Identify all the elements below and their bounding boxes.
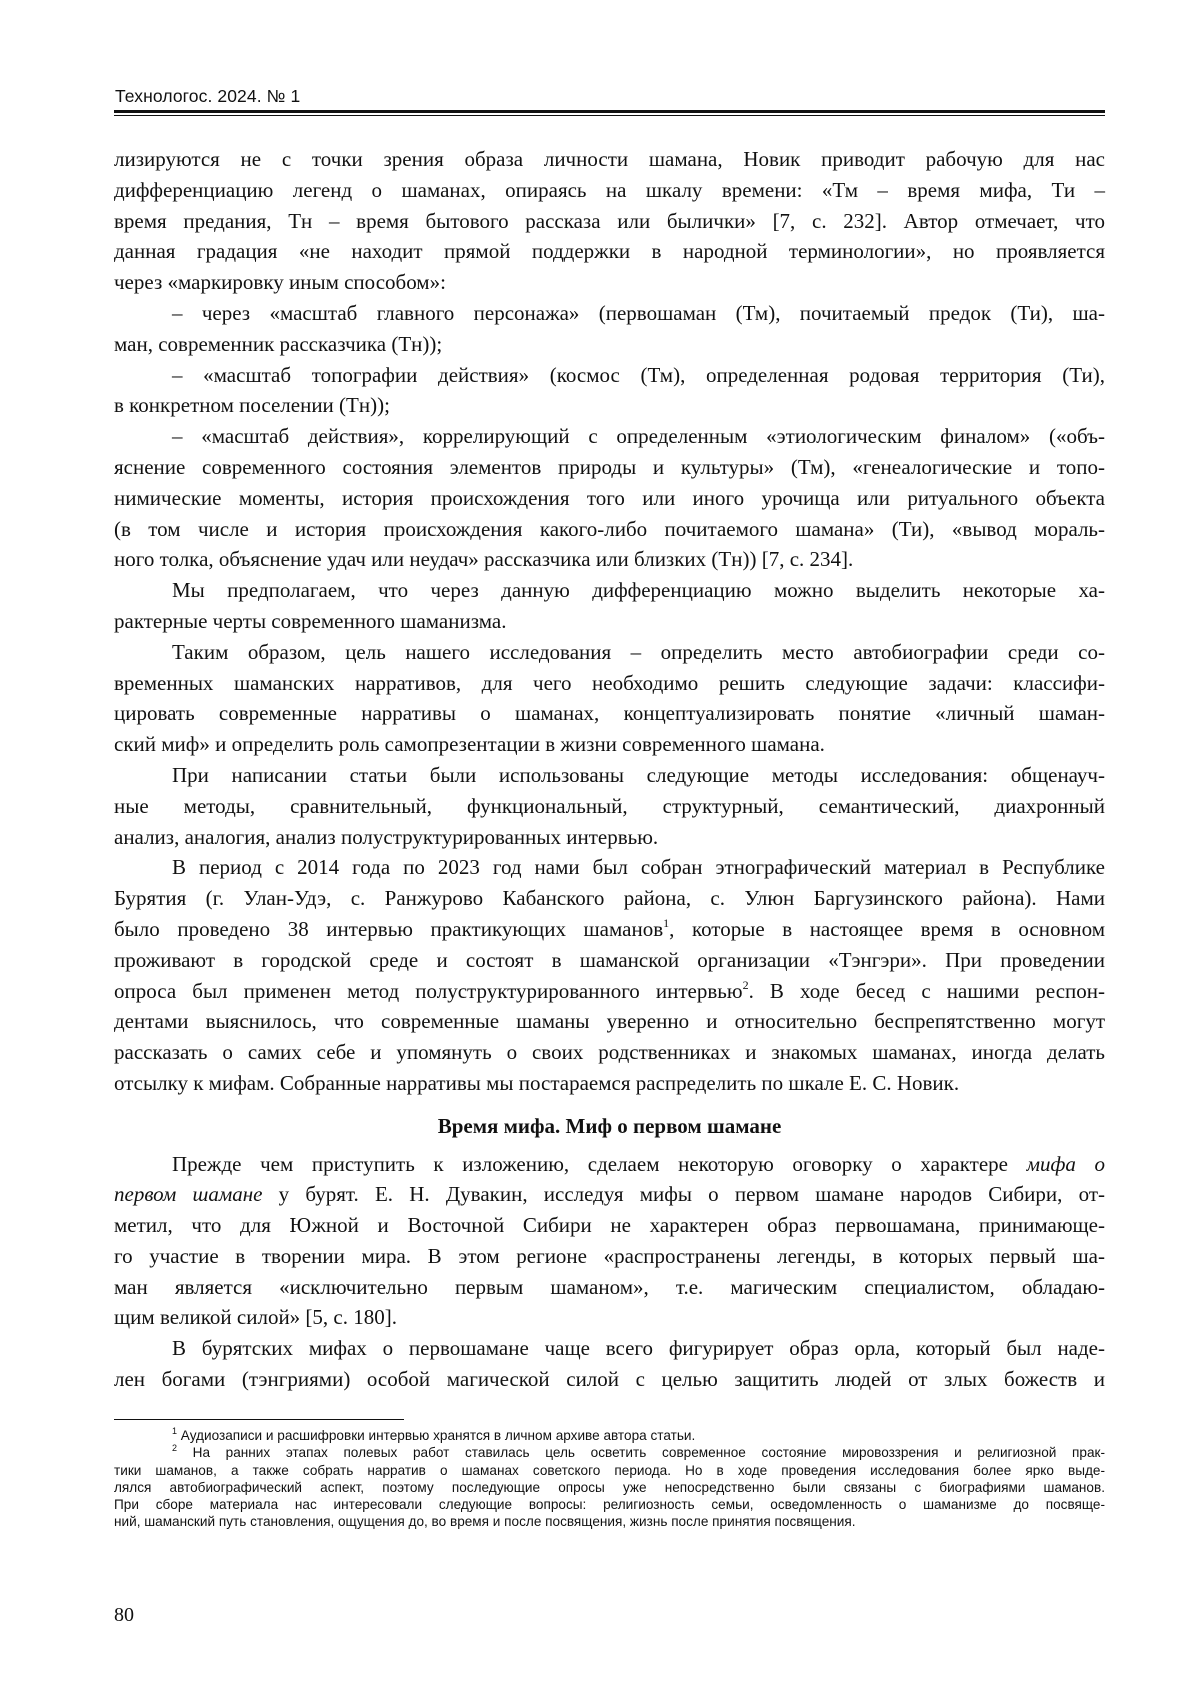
text-line: (в том числе и история происхождения какого-либо почитаемого шамана» (Ти), «вывод мораль- xyxy=(114,516,1105,541)
text-line: ного толка, объяснение удач или неудач» рассказчика или близких (Тн)) [7, с. 234]. xyxy=(114,547,854,572)
footnotes xyxy=(114,1427,1105,1531)
text-line: ман является «исключительно первым шаманом», т.е. магическим специалистом, обладаю- xyxy=(114,1274,1105,1299)
text-line: отсылку к мифам. Собранные нарративы мы постараемся распределить по шкале Е. С. Новик. xyxy=(114,1070,960,1095)
text-line: через «маркировку иным способом»: xyxy=(114,270,446,295)
text-line: тики шаманов, а также собрать нарратив о шаманах советского периода. Но в ходе проведения исследования более ярко выде- xyxy=(114,1462,1105,1478)
text-line: дифференциацию легенд о шаманах, опираясь на шкалу времени: «Тм – время мифа, Ти – xyxy=(114,177,1105,202)
text-line: ний, шаманский путь становления, ощущения до, во время и после посвящения, жизнь после принятия посвящения. xyxy=(114,1514,856,1530)
list-item-character-scale xyxy=(114,298,1105,360)
text-line: лен богами (тэнгриями) особой магической силой с целью защитить людей от злых божеств и xyxy=(114,1367,1105,1392)
text-line: цировать современные нарративы о шаманах, концептуализировать понятие «личный шаман- xyxy=(114,701,1105,726)
text-line: опроса был применен метод полуструктурированного интервью$^2$. В ходе бесед с нашими респон- xyxy=(114,977,1105,1003)
text-line: го участие в творении мира. В этом регионе «распространены легенды, в которых первый ша- xyxy=(114,1243,1105,1268)
text-line: временных шаманских нарративов, для чего необходимо решить следующие задачи: классифи- xyxy=(114,670,1105,695)
text-line: ский миф» и определить роль самопрезентации в жизни современного шамана. xyxy=(114,732,825,757)
running-head: Технологос. 2024. № 1 xyxy=(115,86,301,106)
text-line: При написании статьи были использованы следующие методы исследования: общенауч- xyxy=(172,762,1105,787)
italic-term: первом шамане xyxy=(114,1182,263,1207)
paragraph-continued xyxy=(114,144,1105,298)
text-line: данная градация «не находит прямой поддержки в народной терминологии», но проявляется xyxy=(114,239,1105,264)
header-rule-thick xyxy=(114,110,1105,113)
footnote-ref-2[interactable]: 2 xyxy=(742,977,749,992)
footnote-2 xyxy=(114,1444,1105,1530)
text-line: дентами выяснилось, что современные шаманы уверенно и относительно беспрепятственно могут xyxy=(114,1009,1105,1034)
paragraph-fieldwork xyxy=(114,852,1105,1098)
text-line: проживают в городской среде и состоят в шаманской организации «Тэнгэри». При проведении xyxy=(114,947,1105,972)
paragraph-methods xyxy=(114,760,1105,852)
article-body xyxy=(114,144,1105,1395)
text-line: лизируются не с точки зрения образа личности шамана, Новик приводит рабочую для нас xyxy=(114,147,1105,171)
text-line: Мы предполагаем, что через данную дифференциацию можно выделить некоторые ха- xyxy=(172,578,1105,603)
text-line: – через «масштаб главного персонажа» (первошаман (Тм), почитаемый предок (Ти), ша- xyxy=(172,300,1105,325)
text-line: щим великой силой» [5, с. 180]. xyxy=(114,1305,397,1330)
paragraph-research-goal xyxy=(114,637,1105,760)
list-item-action-scale xyxy=(114,421,1105,575)
footnote-marker: 2 xyxy=(172,1443,178,1454)
text-line: время предания, Тн – время бытового рассказа или былички» [7, с. 232]. Автор отмечает, что xyxy=(114,208,1105,233)
text-line: При сборе материала нас интересовали следующие вопросы: религиозность семьи, осведомленность о шаманизме до посвяще- xyxy=(114,1497,1105,1513)
footnote-separator xyxy=(114,1419,404,1420)
text-line: – «масштаб топографии действия» (космос (Тм), определенная родовая территория (Ти), xyxy=(172,362,1105,387)
text-line: рактерные черты современного шаманизма. xyxy=(114,608,507,633)
section-heading: Время мифа. Миф о первом шамане xyxy=(437,1113,782,1138)
paragraph-assumption xyxy=(114,575,1105,637)
text-line: ные методы, сравнительный, функциональный, структурный, семантический, диахронный xyxy=(114,793,1105,818)
text-line: анализ, аналогия, анализ полуструктурированных интервью. xyxy=(114,824,659,849)
text-line: ман, современник рассказчика (Тн)); xyxy=(114,331,443,356)
text-line: лялся автобиографический аспект, поэтому последующие опросы уже непосредственно были связаны с биографиями шаманов. xyxy=(114,1479,1105,1495)
text-line: В период с 2014 года по 2023 год нами был собран этнографический материал в Республике xyxy=(172,855,1105,880)
footnote-ref-1[interactable]: 1 xyxy=(663,915,670,930)
paragraph-eagle-myth xyxy=(114,1333,1105,1395)
text-line: метил, что для Южной и Восточной Сибири не характерен образ первошамана, принимающе- xyxy=(114,1213,1105,1238)
text-line: первом шамане у бурят. Е. Н. Дувакин, исследуя мифы о первом шамане народов Сибири, от- xyxy=(114,1182,1105,1207)
text-line: было проведено 38 интервью практикующих шаманов$^1$, которые в настоящее время в основном xyxy=(114,915,1105,941)
footnote-1: $^1$ Аудиозаписи и расшифровки интервью хранятся в личном архиве автора статьи. xyxy=(172,1426,696,1443)
text-line: нимические моменты, история происхождения того или иного урочища или ритуального объекта xyxy=(114,485,1105,510)
text-line: Прежде чем приступить к изложению, сделаем некоторую оговорку о характере мифа о xyxy=(172,1151,1106,1176)
header-rule-thin xyxy=(114,115,1105,116)
text-line: $^2$ На ранних этапах полевых работ ставилась цель осветить современное состояние мировоззрения и религиозной прак- xyxy=(172,1443,1105,1461)
page-number: 80 xyxy=(114,1604,134,1626)
text-line: В бурятских мифах о первошамане чаще всего фигурирует образ орла, который был наде- xyxy=(172,1336,1105,1361)
text-line: рассказать о самих себе и упомянуть о своих родственниках и знакомых шаманах, иногда делать xyxy=(114,1040,1105,1065)
footnote-marker: 1 xyxy=(172,1426,178,1436)
text-line: в конкретном поселении (Тн)); xyxy=(114,393,390,418)
text-line: Бурятия (г. Улан-Удэ, с. Ранжурово Кабанского района, с. Улюн Баргузинского района). Нами xyxy=(114,886,1105,911)
list-item-topography-scale xyxy=(114,360,1105,422)
text-line: яснение современного состояния элементов природы и культуры» (Тм), «генеалогические и топо- xyxy=(114,454,1105,479)
text-line: – «масштаб действия», коррелирующий с определенным «этиологическим финалом» («объ- xyxy=(172,424,1105,449)
italic-term: мифа о xyxy=(1026,1151,1106,1176)
paragraph-first-shaman-myth xyxy=(114,1149,1105,1334)
text-line: Таким образом, цель нашего исследования – определить место автобиографии среди со- xyxy=(172,639,1105,664)
